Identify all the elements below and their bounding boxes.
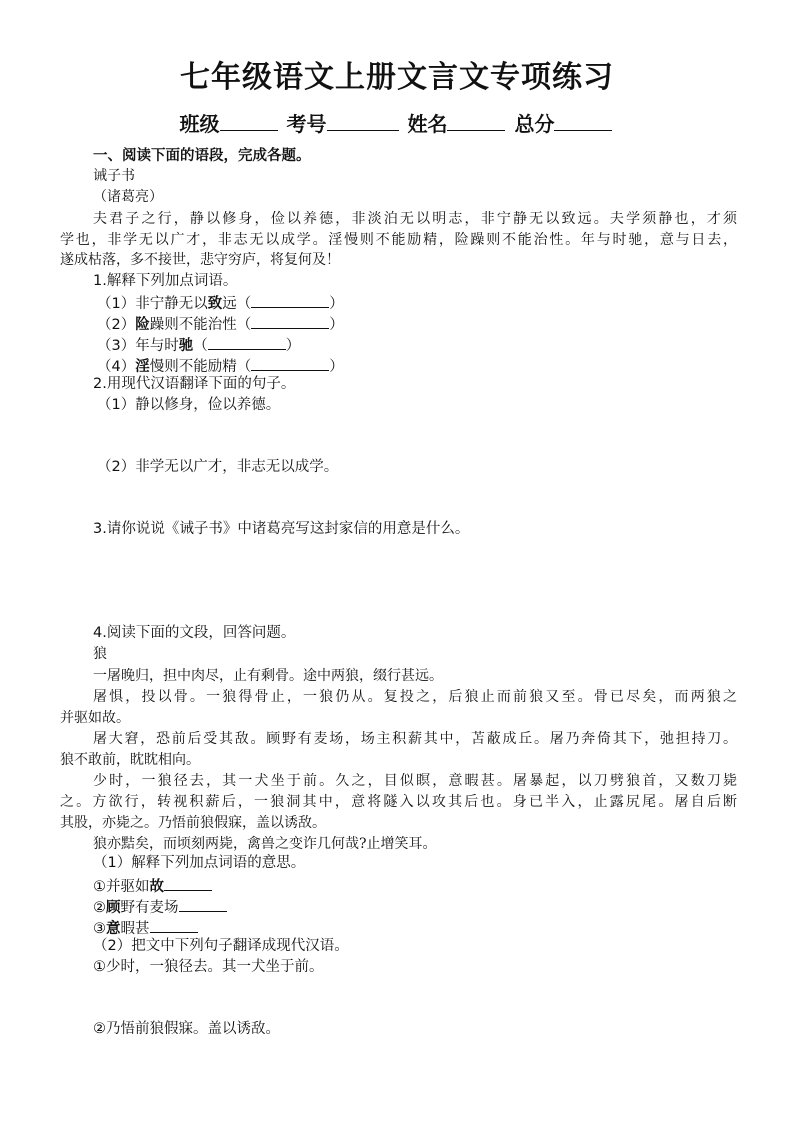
q4-sub1-prompt: （1）解释下列加点词语的意思。 [93, 855, 306, 871]
answer-blank[interactable] [208, 333, 286, 350]
q1-item-3: （3）年与时驰（ ） [97, 333, 300, 356]
number-label: 考号 [286, 112, 327, 136]
q1-item-4: （4）淫慢则不能励精（ ） [97, 354, 344, 377]
question-4-prompt: 4.阅读下面的文段，回答问题。 [93, 625, 296, 641]
q2-item-2: （2）非学无以广才，非志无以成学。 [97, 459, 339, 475]
passage-line: 之。方欲行，转视积薪后，一狼洞其中，意将隧入以攻其后也。身已半入，止露尻尾。屠自后断 [60, 794, 737, 810]
section-heading: 一、阅读下面的语段，完成各题。 [93, 148, 311, 164]
page-title: 七年级语文上册文言文专项练习 [180, 60, 614, 95]
score-blank[interactable] [554, 110, 612, 131]
passage-line: 屠大窘，恐前后受其敌。顾野有麦场，场主积薪其中，苫蔽成丘。屠乃奔倚其下，弛担持刀。 [93, 731, 737, 747]
question-1-prompt: 1.解释下列加点词语。 [93, 273, 238, 289]
name-blank[interactable] [447, 110, 505, 131]
passage-line: 狼不敢前，眈眈相向。 [60, 752, 200, 768]
answer-blank[interactable] [251, 354, 329, 371]
answer-blank[interactable] [251, 312, 329, 329]
passage-line: 少时，一狼径去，其一犬坐于前。久之，目似瞑，意暇甚。屠暴起，以刀劈狼首，又数刀毙 [93, 773, 737, 789]
q4-sub1-item-2: ②顾野有麦场 [93, 895, 227, 918]
q1-item-1: （1）非宁静无以致远（ ） [97, 291, 344, 314]
student-info-line [0, 110, 794, 138]
passage-line: 遂成枯落，多不接世，悲守穷庐，将复何及！ [60, 252, 340, 268]
passage-line: 一屠晚归，担中肉尽，止有剩骨。途中两狼，缀行甚远。 [93, 668, 443, 684]
q4-sub1-item-3: ③意暇甚 [93, 916, 198, 939]
q2-item-1: （1）静以修身，俭以养德。 [97, 397, 281, 413]
class-blank[interactable] [220, 110, 278, 131]
answer-blank[interactable] [150, 916, 198, 933]
number-blank[interactable] [327, 110, 399, 131]
passage-line: 屠惧，投以骨。一狼得骨止，一狼仍从。复投之，后狼止而前狼又至。骨已尽矣，而两狼之 [93, 689, 737, 705]
passage-line: 夫君子之行，静以修身，俭以养德，非淡泊无以明志，非宁静无以致远。夫学须静也，才须 [93, 211, 737, 227]
score-label: 总分 [514, 112, 555, 136]
answer-blank[interactable] [251, 291, 329, 308]
question-2-prompt: 2.用现代汉语翻译下面的句子。 [93, 376, 296, 392]
passage-line: 其股，亦毙之。乃悟前狼假寐，盖以诱敌。 [60, 815, 326, 831]
question-3-prompt: 3.请你说说《诫子书》中诸葛亮写这封家信的用意是什么。 [93, 521, 470, 537]
q1-item-2: （2）险躁则不能治性（ ） [97, 312, 344, 335]
class-label: 班级 [179, 112, 220, 136]
q4-sub2-item-1: ①少时，一狼径去。其一犬坐于前。 [93, 959, 324, 975]
q4-sub1-item-1: ①并驱如故 [93, 874, 212, 897]
q4-sub2-prompt: （2）把文中下列句子翻译成现代汉语。 [93, 938, 349, 954]
q4-sub2-item-2: ②乃悟前狼假寐。盖以诱敌。 [93, 1021, 280, 1037]
answer-blank[interactable] [179, 895, 227, 912]
passage-line: 学也，非学无以广才，非志无以成学。淫慢则不能励精，险躁则不能治性。年与时驰，意与日去， [60, 232, 737, 248]
passage-title: 诫子书 [93, 168, 135, 184]
passage-author: （诸葛亮） [93, 189, 163, 205]
name-label: 姓名 [407, 112, 448, 136]
answer-blank[interactable] [164, 874, 212, 891]
passage-line: 并驱如故。 [60, 710, 130, 726]
passage-title: 狼 [93, 646, 107, 662]
passage-line: 狼亦黠矣，而顷刻两毙，禽兽之变诈几何哉?止增笑耳。 [93, 836, 437, 852]
